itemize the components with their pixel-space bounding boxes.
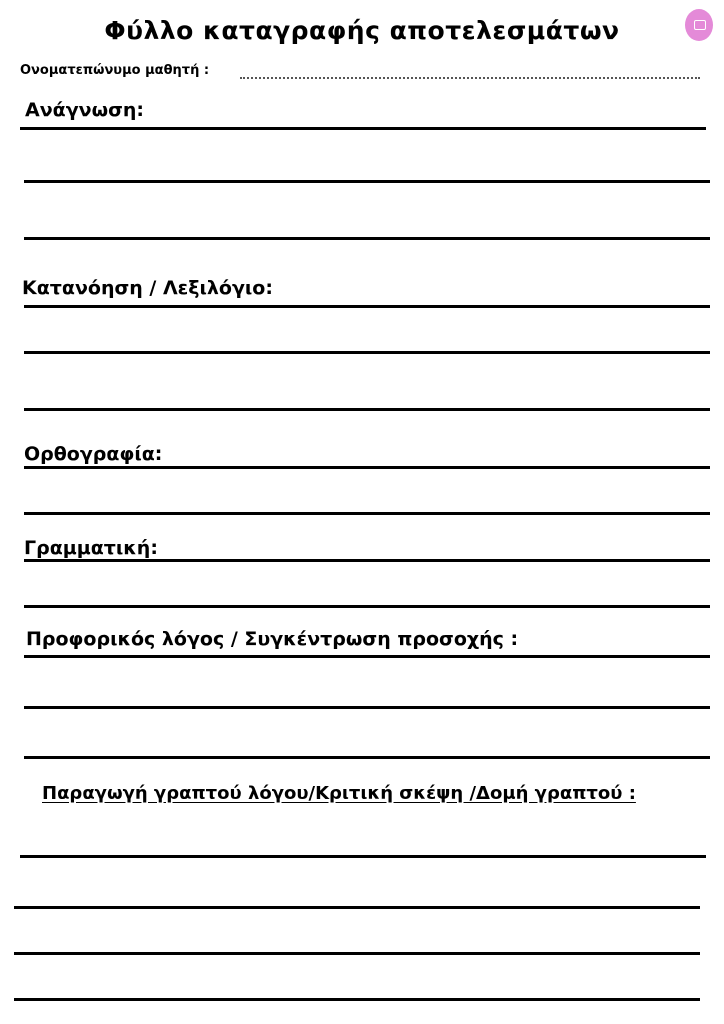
answer-line	[24, 559, 710, 562]
student-name-label: Ονοματεπώνυμο μαθητή :	[20, 63, 210, 78]
answer-line	[24, 605, 710, 608]
answer-line	[20, 855, 706, 858]
answer-line	[24, 305, 710, 308]
answer-line	[14, 906, 700, 909]
answer-line	[24, 351, 710, 354]
section-heading-grammar: Γραμματική:	[24, 537, 158, 559]
answer-line	[14, 952, 700, 955]
answer-line	[24, 408, 710, 411]
section-heading-writing: Παραγωγή γραπτού λόγου/Κριτική σκέψη /Δομή γραπτού :	[42, 783, 636, 804]
section-heading-reading: Ανάγνωση:	[25, 99, 145, 121]
answer-line	[24, 180, 710, 183]
answer-line	[24, 466, 710, 469]
section-heading-oral-attention: Προφορικός λόγος / Συγκέντρωση προσοχής :	[26, 628, 519, 650]
answer-line	[20, 127, 706, 130]
answer-line	[14, 998, 700, 1001]
page-title: Φύλλο καταγραφής αποτελεσμάτων	[104, 16, 620, 45]
answer-line	[24, 237, 710, 240]
section-heading-comprehension: Κατανόηση / Λεξιλόγιο:	[22, 277, 273, 299]
logo-icon	[685, 9, 713, 41]
answer-line	[24, 512, 710, 515]
answer-line	[24, 706, 710, 709]
answer-line	[24, 756, 710, 759]
student-name-line	[240, 77, 700, 79]
answer-line	[24, 655, 710, 658]
section-heading-spelling: Ορθογραφία:	[24, 443, 163, 465]
